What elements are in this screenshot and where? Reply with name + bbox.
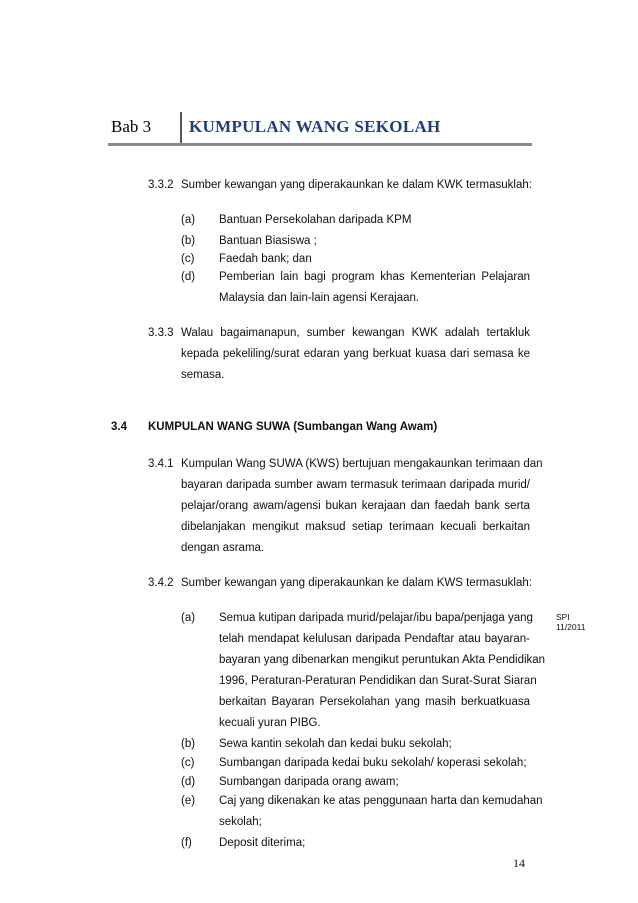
item-text: Malaysia dan lain-lain agensi Kerajaan. [219,292,420,304]
margin-note-line: 11/2011 [556,622,586,632]
item-text: Caj yang dikenakan ke atas penggunaan harta dan kemudahan [219,795,543,807]
paragraph-line: bayaran daripada sumber awam termasuk terimaan daripada murid/ [181,479,530,491]
item-text: Bantuan Persekolahan daripada KPM [219,214,412,226]
item-text: bayaran yang dibenarkan mengikut peruntukan Akta Pendidikan [219,654,546,666]
paragraph-line: dibelanjakan mengikut maksud setiap terimaan kecuali berkaitan [181,521,530,533]
header-underline [108,143,532,146]
item-text: Faedah bank; dan [219,253,312,265]
section-number-3-3-2: 3.3.2 [148,179,174,191]
item-text: Sumbangan daripada kedai buku sekolah/ koperasi sekolah; [219,757,527,769]
section-number-3-4-1: 3.4.1 [148,458,174,470]
item-label: (b) [181,738,196,750]
item-label: (c) [181,757,195,769]
item-label: (d) [181,776,196,788]
chapter-title: KUMPULAN WANG SEKOLAH [189,117,441,136]
section-3-3-2-text: Sumber kewangan yang diperakaunkan ke dalam KWK termasuklah: [181,179,532,191]
section-3-4-heading: KUMPULAN WANG SUWA (Sumbangan Wang Awam) [148,421,438,433]
item-label: (e) [181,795,196,807]
section-number-3-4-2: 3.4.2 [148,577,174,589]
section-number-3-4: 3.4 [111,421,127,433]
item-label: (a) [181,612,196,624]
item-text: kecuali yuran PIBG. [219,717,321,729]
section-3-4-2-text: Sumber kewangan yang diperakaunkan ke dalam KWS termasuklah: [181,577,532,589]
item-text: sekolah; [219,816,262,828]
item-label: (c) [181,253,195,265]
paragraph-line: kepada pekeliling/surat edaran yang berkuat kuasa dari semasa ke [181,348,530,360]
item-label: (b) [181,235,196,247]
paragraph-line: pelajar/orang awam/agensi bukan kerajaan dan faedah bank serta [181,500,530,512]
item-label: (f) [181,837,192,849]
header-vertical-divider [180,112,182,146]
item-text: Bantuan Biasiswa ; [219,235,317,247]
item-text: Sewa kantin sekolah dan kedai buku sekolah; [219,738,452,750]
paragraph-line: semasa. [181,369,225,381]
item-text: Semua kutipan daripada murid/pelajar/ibu bapa/penjaga yang [219,612,533,624]
item-label: (a) [181,214,196,226]
item-text: Sumbangan daripada orang awam; [219,776,399,788]
item-label: (d) [181,271,196,283]
margin-note-line: SPI [556,612,570,622]
section-number-3-3-3: 3.3.3 [148,327,174,339]
paragraph-line: Kumpulan Wang SUWA (KWS) bertujuan mengakaunkan terimaan dan [181,458,543,470]
item-text: berkaitan Bayaran Persekolahan yang masih berkuatkuasa [219,696,530,708]
chapter-label: Bab 3 [111,117,152,136]
page-number: 14 [513,856,525,870]
item-text: telah mendapat kelulusan daripada Pendaftar atau bayaran- [219,633,530,645]
item-text: Pemberian lain bagi program khas Kementerian Pelajaran [219,271,530,283]
paragraph-line: Walau bagaimanapun, sumber kewangan KWK adalah tertakluk [181,327,530,339]
item-text: 1996, Peraturan-Peraturan Pendidikan dan Surat-Surat Siaran [219,675,537,687]
item-text: Deposit diterima; [219,837,306,849]
paragraph-line: dengan asrama. [181,542,265,554]
